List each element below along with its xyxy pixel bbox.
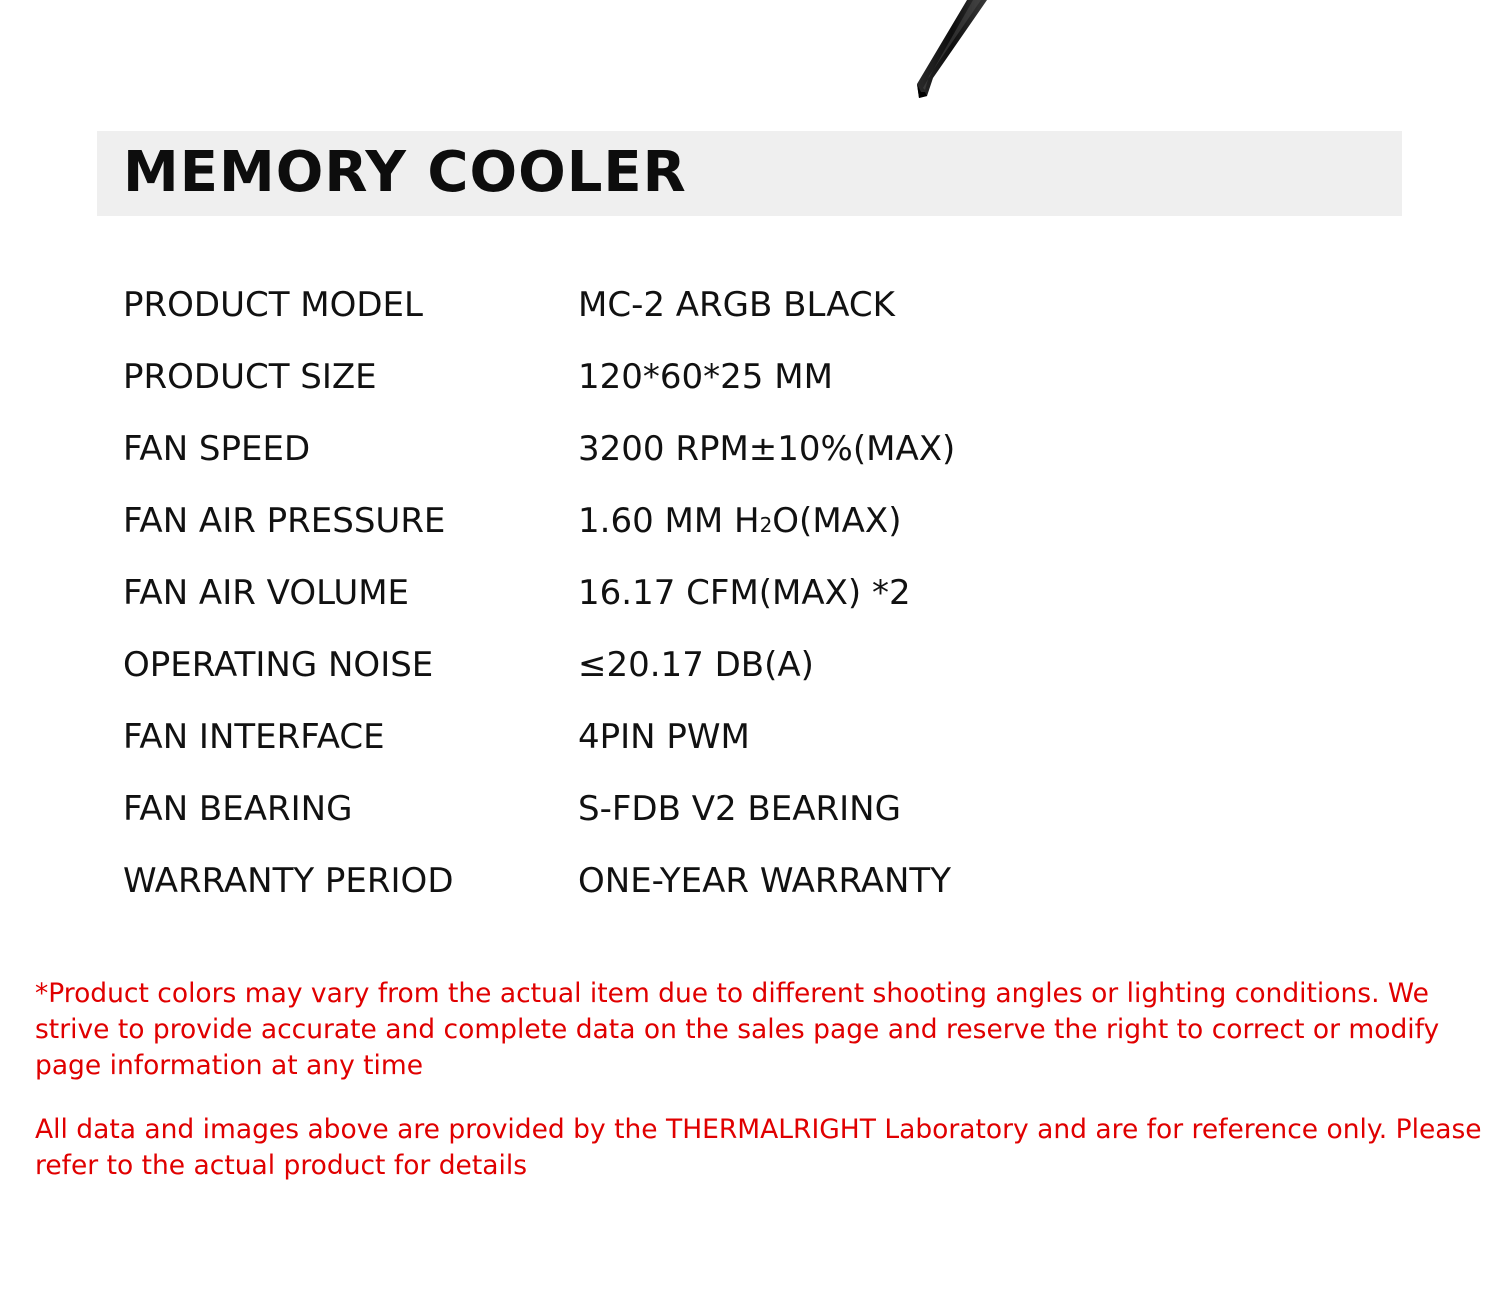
spec-value-part: O(MAX): [772, 501, 902, 541]
spec-value: MC-2 ARGB BLACK: [578, 285, 895, 325]
spec-value: 3200 RPM±10%(MAX): [578, 429, 956, 469]
spec-value-subscript: 2: [759, 513, 773, 537]
spec-value: ≤20.17 DB(A): [578, 645, 814, 685]
spec-label: FAN AIR PRESSURE: [123, 501, 446, 541]
spec-label: FAN AIR VOLUME: [123, 573, 410, 613]
spec-value-part: 1.60 MM H: [578, 501, 760, 541]
spec-row-fan-speed: [123, 427, 1123, 499]
spec-row-product-size: [123, 355, 1123, 427]
spec-row-warranty-period: [123, 859, 1123, 931]
disclaimer-reference: All data and images above are provided by the THERMALRIGHT Laboratory and are for reference only. Please refer to the actual product for details: [35, 1114, 1482, 1181]
spec-row-fan-bearing: [123, 787, 1123, 859]
spec-row-operating-noise: [123, 643, 1123, 715]
spec-value: 16.17 CFM(MAX) *2: [578, 573, 911, 613]
spec-value: ONE-YEAR WARRANTY: [578, 861, 951, 901]
title-band: [97, 131, 1402, 216]
spec-value: 120*60*25 MM: [578, 357, 833, 397]
spec-table: [123, 283, 1123, 931]
spec-label: PRODUCT SIZE: [123, 357, 377, 397]
spec-label: PRODUCT MODEL: [123, 285, 423, 325]
spec-label: OPERATING NOISE: [123, 645, 434, 685]
spec-label: FAN INTERFACE: [123, 717, 385, 757]
spec-value: S-FDB V2 BEARING: [578, 789, 901, 829]
spec-value: [578, 499, 901, 547]
spec-value: 4PIN PWM: [578, 717, 750, 757]
spec-label: FAN BEARING: [123, 789, 353, 829]
spec-label: FAN SPEED: [123, 429, 311, 469]
spec-row-product-model: [123, 283, 1123, 355]
spec-row-fan-air-volume: [123, 571, 1123, 643]
spec-row-fan-interface: [123, 715, 1123, 787]
spec-label: WARRANTY PERIOD: [123, 861, 454, 901]
product-image-fragment: [905, 0, 995, 105]
disclaimer-colors: *Product colors may vary from the actual item due to different shooting angles or lighting conditions. We strive to provide accurate and complete data on the sales page and reserve the right to correct or modify page information at any time: [35, 978, 1440, 1081]
page-title: MEMORY COOLER: [123, 140, 687, 205]
spec-row-fan-air-pressure: [123, 499, 1123, 571]
